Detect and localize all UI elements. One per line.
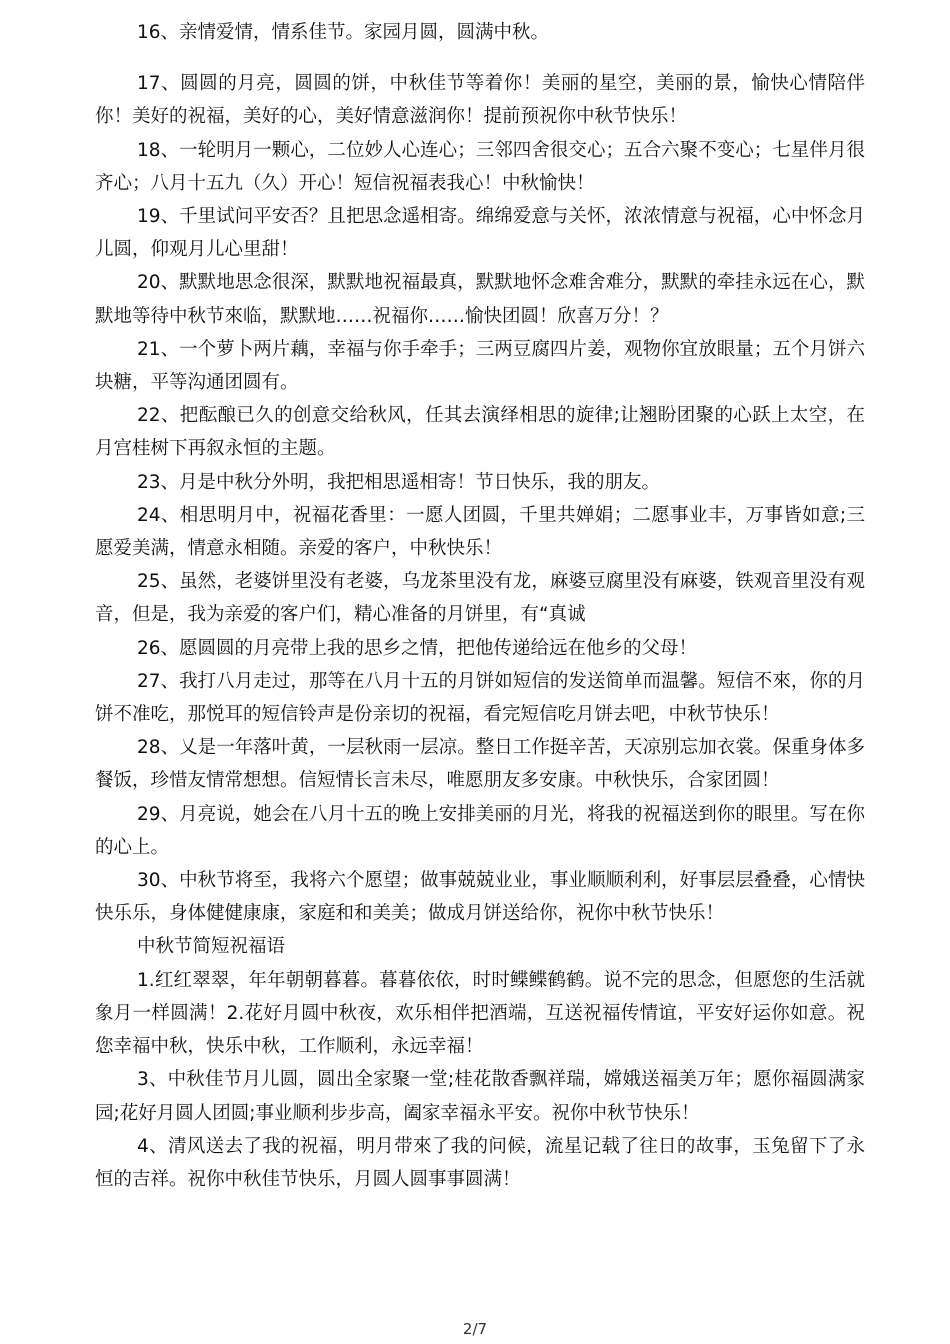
- paragraph: 4、清风送去了我的祝福，明月带來了我的问候，流星记载了往日的故事，玉兔留下了永恒的吉祥。祝你中秋佳节快乐，月圆人圆事事圆满！: [95, 1135, 865, 1190]
- paragraph: 16、亲情爱情，情系佳节。家园月圆，圆满中秋。: [137, 22, 550, 43]
- paragraph: 1.红红翠翠，年年朝朝暮暮。暮暮依依，时时鲽鲽鹤鹤。说不完的思念，但愿您的生活就象月一样圆满！2.花好月圆中秋夜，欢乐相伴把酒端，互送祝福传情谊，平安好运你如意。祝您幸福中秋，快乐中秋，工作顺利，永远幸福！: [95, 969, 865, 1058]
- paragraph: 25、虽然，老婆饼里没有老婆，乌龙茶里没有龙，麻婆豆腐里没有麻婆，铁观音里没有观音，但是，我为亲爱的客户们，精心准备的月饼里，有“真诚: [95, 571, 865, 626]
- paragraph: 19、千里试问平安否？且把思念遥相寄。绵绵爱意与关怀，浓浓情意与祝福，心中怀念月儿圆，仰观月儿心里甜！: [95, 206, 865, 261]
- document-body: [95, 16, 865, 1196]
- paragraph: 27、我打八月走过，那等在八月十五的月饼如短信的发送简单而温馨。短信不來，你的月饼不准吃，那悦耳的短信铃声是份亲切的祝福，看完短信吃月饼去吧，中秋节快乐！: [95, 670, 865, 726]
- paragraph: 17、圆圆的月亮，圆圆的饼，中秋佳节等着你！美丽的星空，美丽的景，愉快心情陪伴你！美好的祝福，美好的心，美好情意滋润你！提前预祝你中秋节快乐！: [95, 73, 865, 128]
- paragraph: 24、相思明月中，祝福花香里：一愿人团圆，千里共婵娟；二愿事业丰，万事皆如意;三愿爱美满，情意永相随。亲爱的客户，中秋快乐！: [95, 504, 865, 560]
- paragraph: 18、一轮明月一颗心，二位妙人心连心；三邻四舍很交心；五合六聚不变心；七星伴月很齐心；八月十五九（久）开心！短信祝福表我心！中秋愉快！: [95, 139, 865, 194]
- paragraph: 22、把酝酿已久的创意交给秋风，任其去演绎相思的旋律;让翘盼团聚的心跃上太空，在月宫桂树下再叙永恒的主题。: [95, 405, 865, 460]
- paragraph: 23、月是中秋分外明，我把相思遥相寄！节日快乐，我的朋友。: [137, 471, 661, 493]
- section-heading: 中秋节简短祝福语: [137, 936, 286, 958]
- page-number: 2/7: [462, 1320, 488, 1338]
- paragraph: 26、愿圆圆的月亮带上我的思乡之情，把他传递给远在他乡的父母！: [137, 637, 698, 659]
- paragraph: 21、一个萝卜两片藕，幸福与你手牵手；三两豆腐四片姜，观物你宜放眼量；五个月饼六块糖，平等沟通团圆有。: [95, 338, 865, 394]
- paragraph: 3、中秋佳节月儿圆，圆出全家聚一堂;桂花散香飘祥瑞，嫦娥送福美万年；愿你福圆满家园;花好月圆人团圆;事业顺利步步高，阖家幸福永平安。祝你中秋节快乐！: [95, 1069, 865, 1124]
- paragraph: 30、中秋节将至，我将六个愿望；做事兢兢业业，事业顺顺利利，好事层层叠叠，心情快快乐乐，身体健健康康，家庭和和美美；做成月饼送给你，祝你中秋节快乐！: [95, 870, 865, 925]
- paragraph: 28、乂是一年落叶黄，一层秋雨一层凉。整日工作挺辛苦，天凉别忘加衣裳。保重身体多餐饭，珍惜友情常想想。信短情长言未尽，唯愿朋友多安康。中秋快乐，合家团圆！: [95, 737, 865, 792]
- paragraph: 20、默默地思念很深，默默地祝福最真，默默地怀念难舍难分，默默的牵挂永远在心，默默地等待中秋节來临，默默地……祝福你……愉快团圆！欣喜万分！？: [95, 272, 865, 327]
- paragraph: 29、月亮说，她会在八月十五的晚上安排美丽的月光，将我的祝福送到你的眼里。写在你的心上。: [95, 803, 865, 858]
